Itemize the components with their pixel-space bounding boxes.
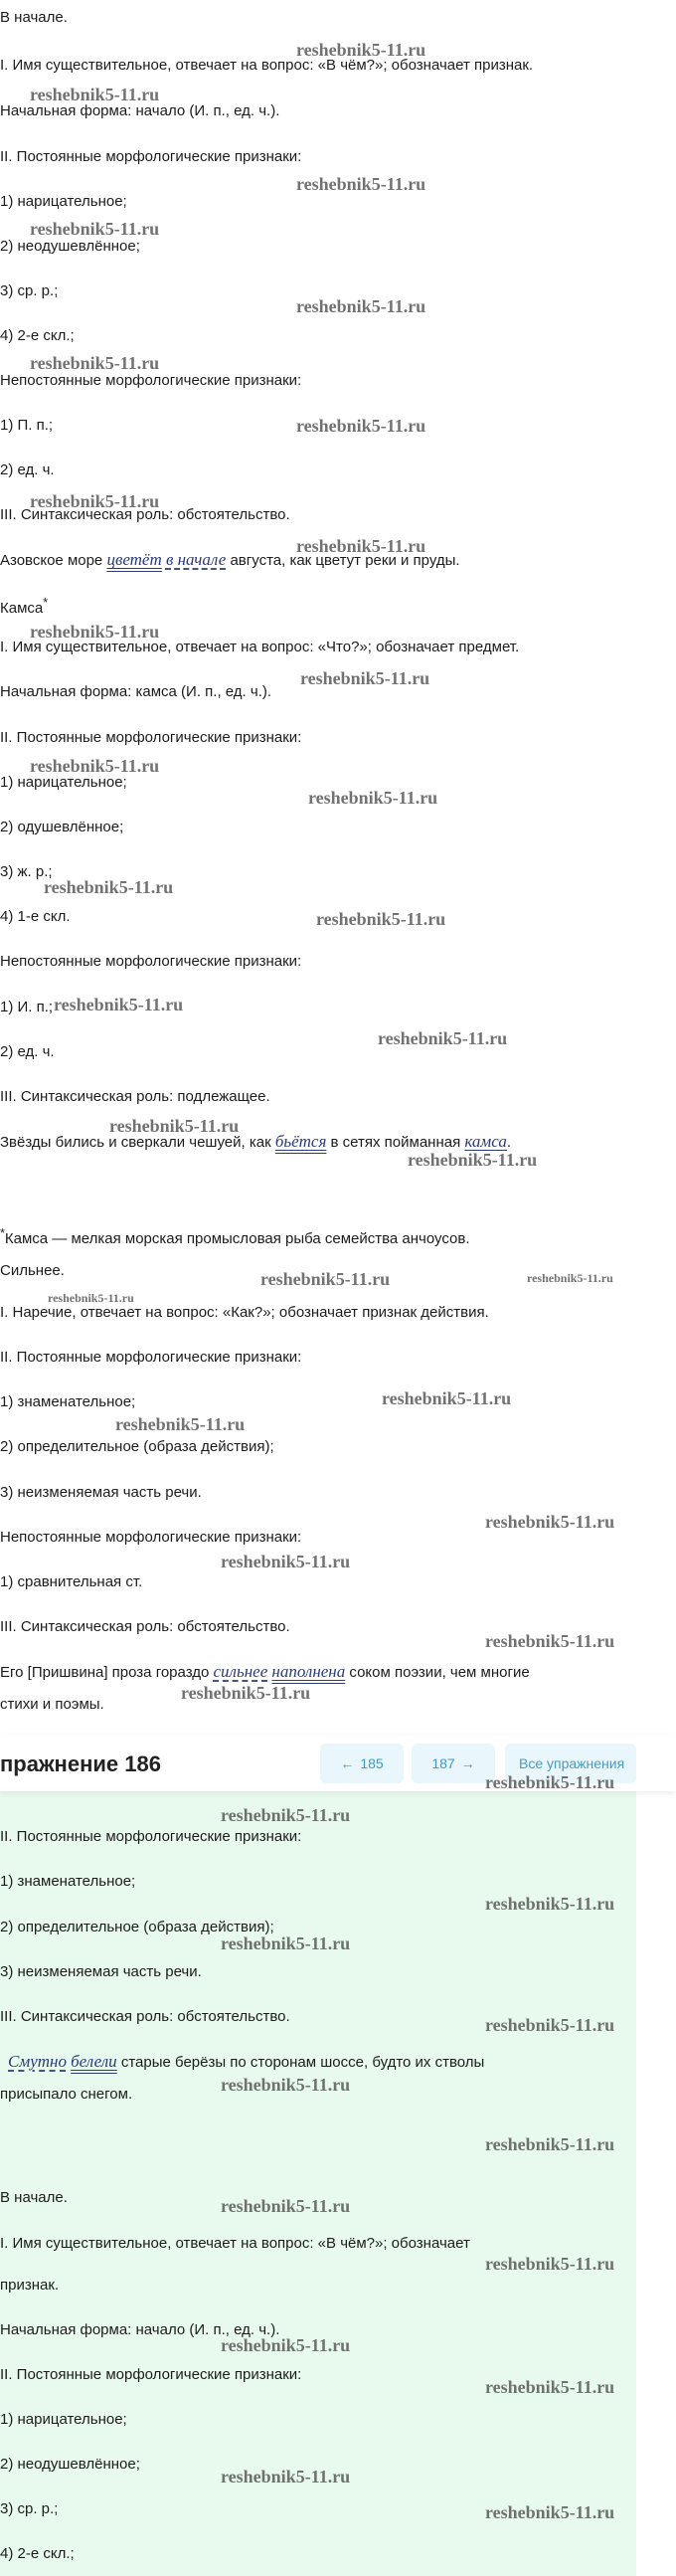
watermark: reshebnik5-11.ru xyxy=(181,1683,311,1703)
subject-word: камса xyxy=(464,1132,507,1151)
all-exercises-button[interactable]: Все упражнения xyxy=(505,1744,636,1783)
variable-features-heading: Непостоянные морфологические признаки: xyxy=(0,953,302,970)
watermark: reshebnik5-11.ru xyxy=(408,1150,538,1170)
sentence-text: Звёзды бились и сверкали чешуей, как xyxy=(0,1134,275,1151)
heading-text: Камса xyxy=(0,600,44,617)
example-sentence-3-cont: стихи и поэмы. xyxy=(0,1696,104,1713)
feature-line: 2) неодушевлённое; xyxy=(0,2456,140,2473)
watermark: reshebnik5-11.ru xyxy=(30,491,160,511)
watermark: reshebnik5-11.ru xyxy=(485,1894,615,1914)
predicate-word: бьётся xyxy=(274,1132,327,1151)
constant-features-heading: II. Постоянные морфологические признаки: xyxy=(0,1828,302,1845)
watermark: reshebnik5-11.ru xyxy=(221,1933,351,1953)
arrow-left-icon: ← xyxy=(340,1755,355,1771)
watermark: reshebnik5-11.ru xyxy=(30,85,160,104)
sentence-text: . xyxy=(506,1134,512,1151)
watermark: reshebnik5-11.ru xyxy=(221,2075,351,2095)
example-sentence-4-cont: присыпало снегом. xyxy=(0,2086,133,2103)
feature-line: 3) ср. р.; xyxy=(0,282,59,299)
watermark: reshebnik5-11.ru xyxy=(221,1805,351,1825)
watermark: reshebnik5-11.ru xyxy=(260,1269,391,1289)
highlighted-word: в начале xyxy=(165,550,227,569)
feature-line: 2) одушевлённое; xyxy=(0,819,124,835)
constant-features-heading: II. Постоянные морфологические признаки: xyxy=(0,1349,302,1366)
watermark: reshebnik5-11.ru xyxy=(527,1271,613,1285)
example-sentence-3 xyxy=(0,1662,530,1683)
prev-exercise-label: 185 xyxy=(360,1755,384,1771)
feature-line: 1) нарицательное; xyxy=(0,193,127,210)
feature-line: 3) ср. р.; xyxy=(0,2500,59,2517)
constant-features-heading: II. Постоянные морфологические признаки: xyxy=(0,148,302,165)
footnote-text: Камса — мелкая морская промысловая рыба семейства анчоусов. xyxy=(4,1230,470,1247)
sentence-text: Азовское море xyxy=(0,552,107,569)
feature-line: 1) нарицательное; xyxy=(0,774,127,791)
feature-line: 1) знаменательное; xyxy=(0,1393,136,1410)
syntax-role-line: III. Синтаксическая роль: обстоятельство. xyxy=(0,2008,290,2025)
watermark: reshebnik5-11.ru xyxy=(300,668,430,688)
watermark: reshebnik5-11.ru xyxy=(485,2254,615,2274)
footnote-mark: * xyxy=(0,1226,5,1240)
watermark: reshebnik5-11.ru xyxy=(382,1388,512,1408)
sentence-text: в сетях пойманная xyxy=(326,1134,465,1151)
watermark: reshebnik5-11.ru xyxy=(296,416,426,436)
feature-line: 2) ед. ч. xyxy=(0,1043,55,1060)
sentence-text: соком поэзии, чем многие xyxy=(345,1664,530,1681)
initial-form-line: Начальная форма: начало (И. п., ед. ч.). xyxy=(0,102,280,119)
watermark: reshebnik5-11.ru xyxy=(296,40,426,60)
watermark: reshebnik5-11.ru xyxy=(296,536,426,556)
watermark: reshebnik5-11.ru xyxy=(485,1772,615,1792)
watermark: reshebnik5-11.ru xyxy=(48,1291,134,1305)
watermark: reshebnik5-11.ru xyxy=(30,353,160,373)
feature-line: 1) И. п.; xyxy=(0,999,54,1015)
predicate-word: наполнена xyxy=(271,1662,346,1681)
feature-line: 3) неизменяемая часть речи. xyxy=(0,1963,202,1980)
word-heading-v-nachale: В начале. xyxy=(0,2189,68,2206)
watermark: reshebnik5-11.ru xyxy=(485,2015,615,2035)
variable-features-heading: Непостоянные морфологические признаки: xyxy=(0,372,302,389)
sentence-text: августа, как цветут реки и пруды. xyxy=(226,552,460,569)
watermark: reshebnik5-11.ru xyxy=(485,2377,615,2397)
feature-line: 3) ж. р.; xyxy=(0,863,53,880)
initial-form-line: Начальная форма: камса (И. п., ед. ч.). xyxy=(0,683,272,700)
watermark: reshebnik5-11.ru xyxy=(115,1414,246,1434)
highlighted-word: Смутно xyxy=(8,2052,67,2071)
constant-features-heading: II. Постоянные морфологические признаки: xyxy=(0,2366,302,2383)
part-of-speech-line: I. Наречие, отвечает на вопрос: «Как?»; обозначает признак действия. xyxy=(0,1304,489,1321)
watermark: reshebnik5-11.ru xyxy=(296,296,426,316)
feature-line: 4) 2-е скл.; xyxy=(0,2545,75,2562)
feature-line: 4) 2-е скл.; xyxy=(0,327,75,344)
syntax-role-line: III. Синтаксическая роль: обстоятельство. xyxy=(0,1618,290,1635)
part-of-speech-line: I. Имя существительное, отвечает на вопрос: «Что?»; обозначает предмет. xyxy=(0,639,520,655)
feature-line: 3) неизменяемая часть речи. xyxy=(0,1484,202,1501)
example-sentence-4 xyxy=(0,2052,484,2073)
feature-line: 1) нарицательное; xyxy=(0,2411,127,2428)
prev-exercise-button[interactable] xyxy=(320,1744,404,1783)
watermark: reshebnik5-11.ru xyxy=(485,2134,615,2154)
feature-line: 2) определительное (образа действия); xyxy=(0,1438,274,1455)
watermark: reshebnik5-11.ru xyxy=(378,1028,508,1048)
watermark: reshebnik5-11.ru xyxy=(485,1631,615,1651)
initial-form-line: Начальная форма: начало (И. п., ед. ч.). xyxy=(0,2321,280,2338)
feature-line: 2) определительное (образа действия); xyxy=(0,1919,274,1935)
watermark: reshebnik5-11.ru xyxy=(296,174,426,194)
watermark: reshebnik5-11.ru xyxy=(109,1116,240,1136)
feature-line: 4) 1-е скл. xyxy=(0,908,71,925)
highlighted-word: сильнее xyxy=(213,1662,268,1681)
watermark: reshebnik5-11.ru xyxy=(221,2467,351,2486)
watermark: reshebnik5-11.ru xyxy=(221,2335,351,2355)
variable-features-heading: Непостоянные морфологические признаки: xyxy=(0,1529,302,1546)
word-heading-v-nachale: В начале. xyxy=(0,9,68,26)
next-exercise-button[interactable] xyxy=(412,1744,495,1783)
watermark: reshebnik5-11.ru xyxy=(30,622,160,642)
word-heading-silnee: Сильнее. xyxy=(0,1262,65,1279)
feature-line: 2) ед. ч. xyxy=(0,461,55,478)
watermark: reshebnik5-11.ru xyxy=(30,756,160,776)
footnote xyxy=(0,1223,470,1249)
word-heading-kamsa xyxy=(0,593,48,619)
watermark: reshebnik5-11.ru xyxy=(308,788,438,808)
watermark: reshebnik5-11.ru xyxy=(221,2196,351,2216)
watermark: reshebnik5-11.ru xyxy=(485,1512,615,1532)
part-of-speech-line: I. Имя существительное, отвечает на вопрос: «В чём?»; обозначает признак. xyxy=(0,57,534,74)
part-of-speech-line: I. Имя существительное, отвечает на вопрос: «В чём?»; обозначает xyxy=(0,2235,470,2252)
footnote-mark: * xyxy=(43,596,49,610)
syntax-role-line: III. Синтаксическая роль: подлежащее. xyxy=(0,1088,270,1105)
watermark: reshebnik5-11.ru xyxy=(485,2502,615,2522)
feature-line: 1) сравнительная ст. xyxy=(0,1573,143,1590)
watermark: reshebnik5-11.ru xyxy=(221,1552,351,1571)
watermark: reshebnik5-11.ru xyxy=(54,995,184,1014)
arrow-right-icon: → xyxy=(460,1755,475,1771)
exercise-title: пражнение 186 xyxy=(0,1751,161,1776)
predicate-word: цветёт xyxy=(106,550,162,569)
watermark: reshebnik5-11.ru xyxy=(44,877,174,897)
watermark: reshebnik5-11.ru xyxy=(316,909,446,929)
feature-line: 1) знаменательное; xyxy=(0,1873,136,1890)
feature-line: 1) П. п.; xyxy=(0,417,54,434)
syntax-role-line: III. Синтаксическая роль: обстоятельство. xyxy=(0,506,290,523)
sentence-text: старые берёзы по сторонам шоссе, будто их стволы xyxy=(116,2054,485,2071)
part-of-speech-line-cont: признак. xyxy=(0,2277,60,2294)
predicate-word: белели xyxy=(71,2052,117,2071)
next-exercise-label: 187 xyxy=(431,1755,455,1771)
feature-line: 2) неодушевлённое; xyxy=(0,238,140,255)
watermark: reshebnik5-11.ru xyxy=(30,219,160,239)
constant-features-heading: II. Постоянные морфологические признаки: xyxy=(0,729,302,746)
sentence-text: Его [Пришвина] проза гораздо xyxy=(0,1664,214,1681)
